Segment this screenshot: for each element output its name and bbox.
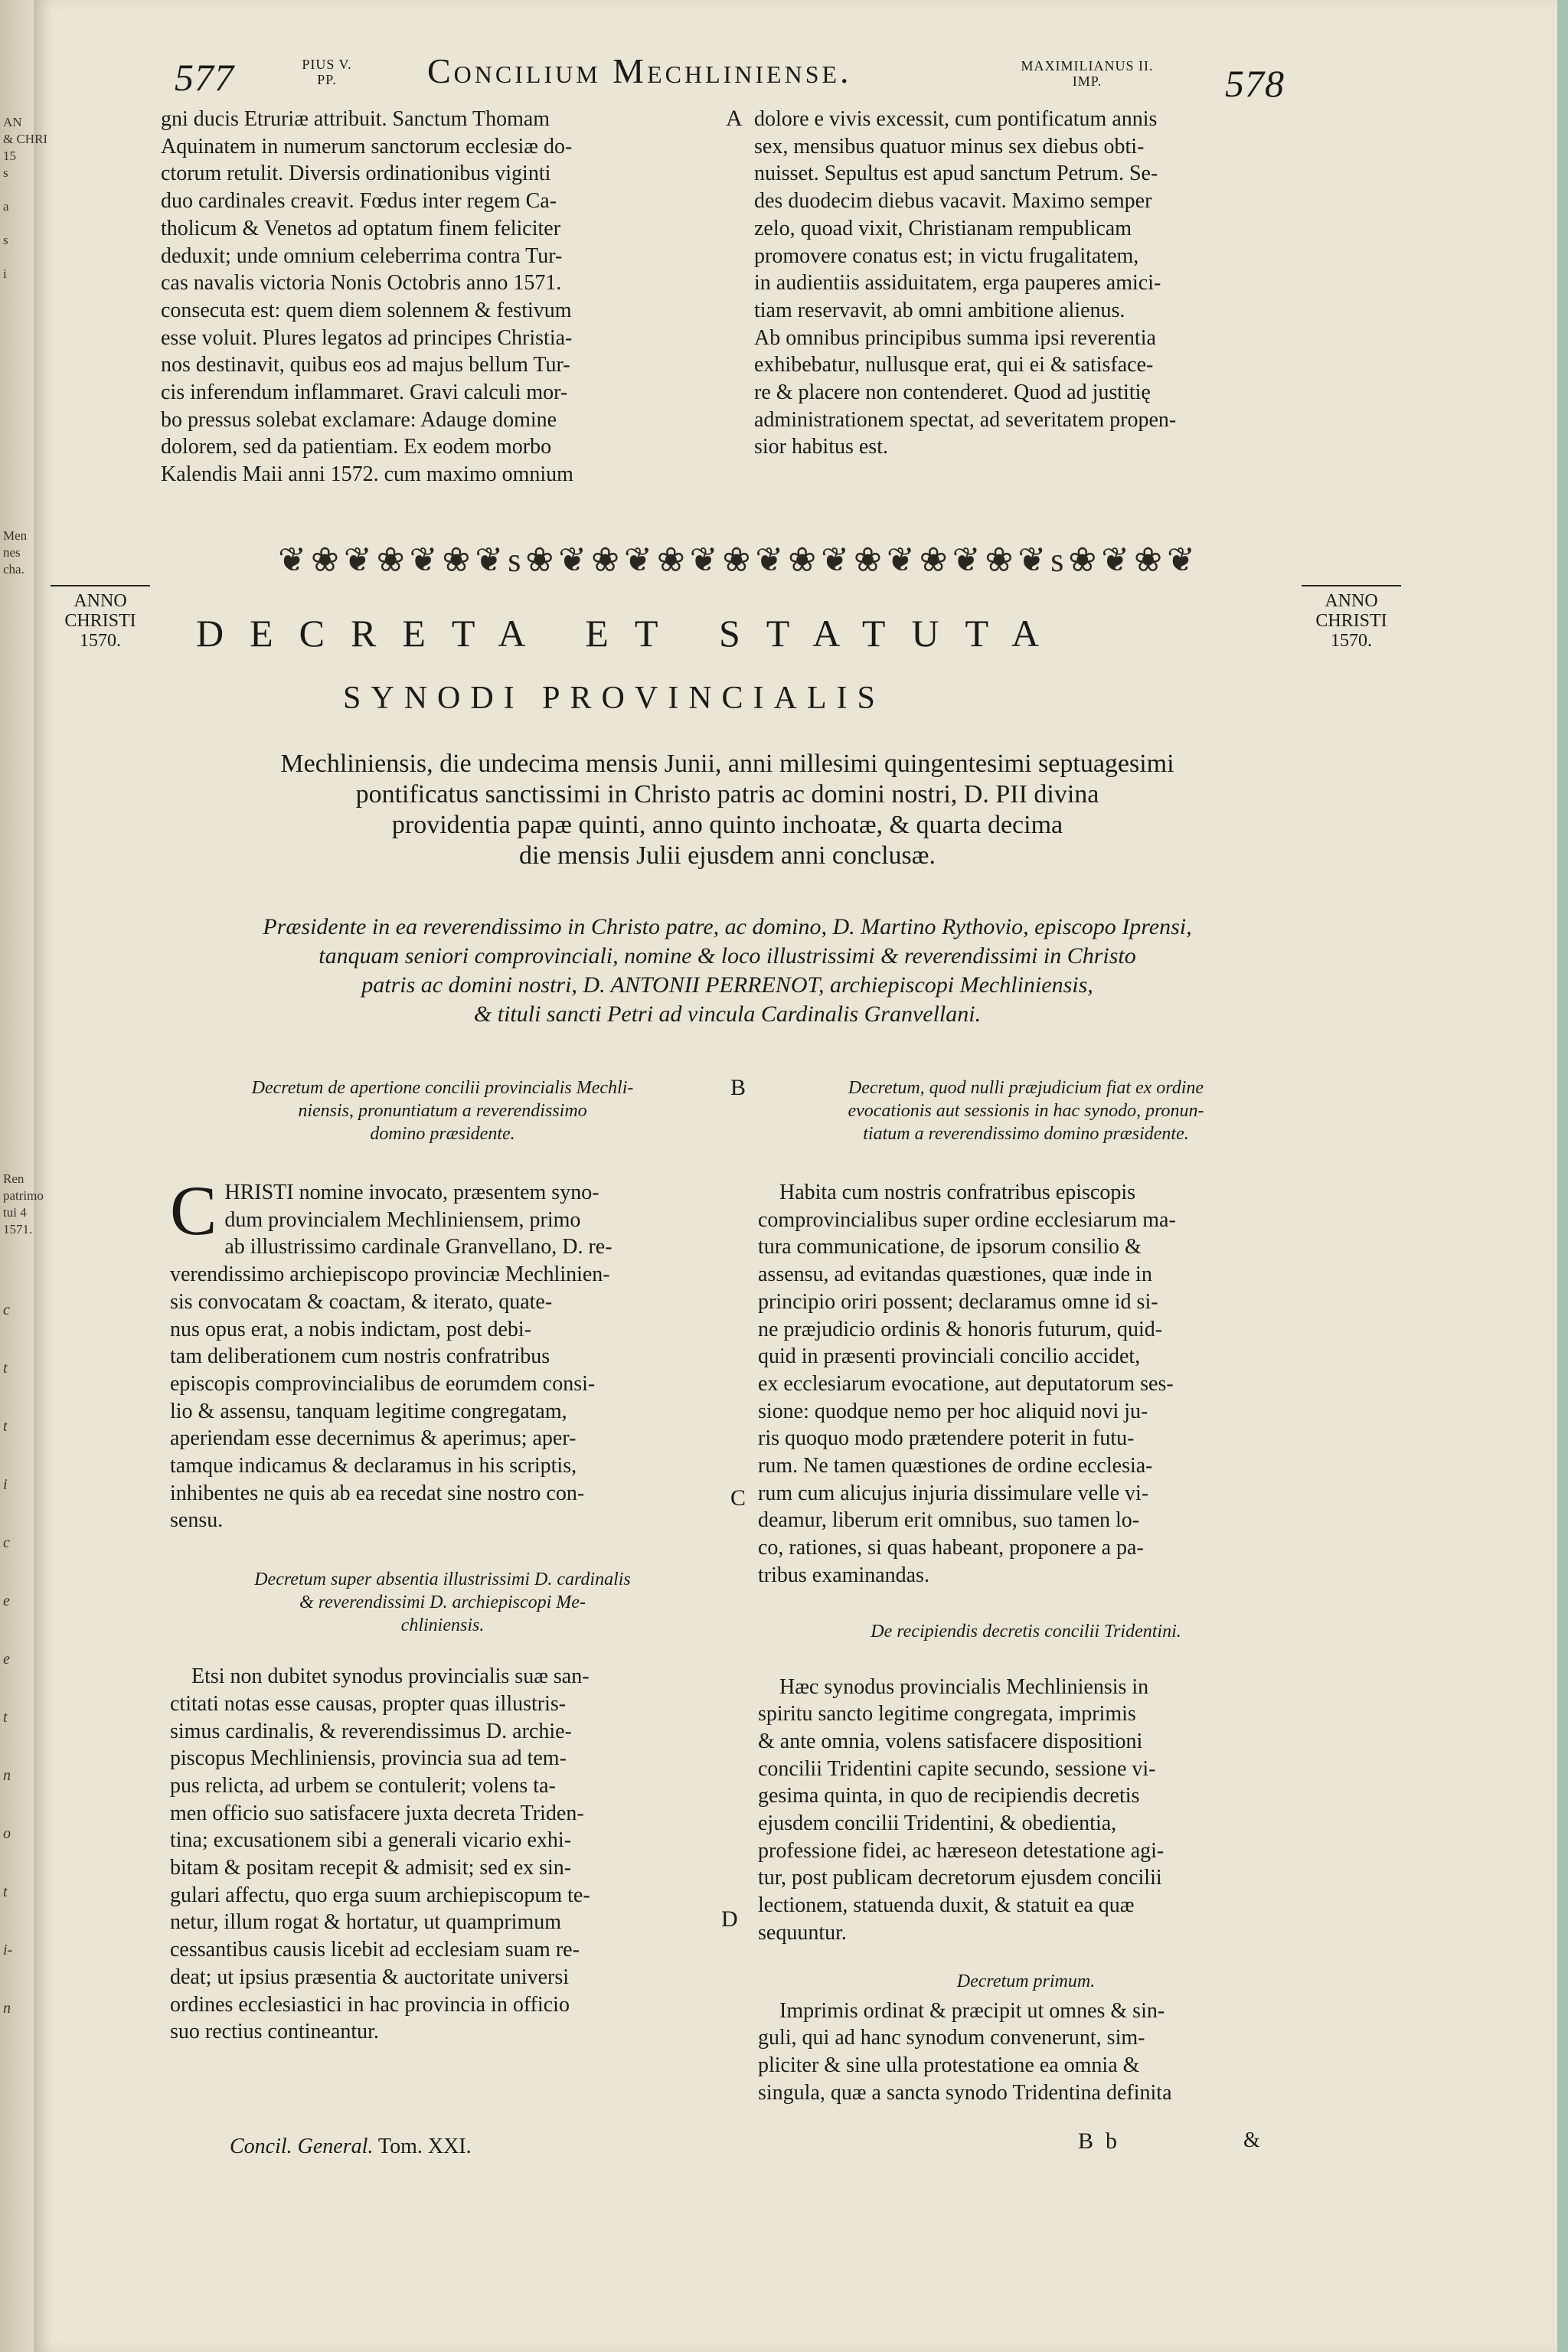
text-line: piscopus Mechliniensis, provincia sua ad tem-	[170, 1746, 567, 1771]
decree-3-body	[758, 1179, 1294, 1589]
catchword: &	[1243, 2128, 1260, 2152]
decree-title-line: domino præsidente.	[370, 1124, 515, 1144]
text-line: tholicum & Venetos ad optatum finem feliciter	[161, 216, 561, 240]
text-line: cas navalis victoria Nonis Octobris anno 1571.	[161, 271, 562, 296]
pope-title: PP.	[317, 72, 337, 87]
edge-fragment: a	[3, 199, 9, 214]
heading-synodi: SYNODI PROVINCIALIS	[343, 681, 885, 716]
presidency-line: Præsidente in ea reverendissimo in Christo patre, ac domino, D. Martino Rythovio, episcopo Iprensi,	[263, 914, 1192, 939]
text-line: sensu.	[170, 1508, 224, 1533]
text-line: assensu, ad evitandas quæstiones, quæ inde in	[758, 1263, 1152, 1287]
text-line: professione fidei, ac hæreseon detestatione agi-	[758, 1838, 1165, 1863]
edge-fragment: e	[3, 1592, 10, 1609]
decree-5-title: Decretum primum.	[956, 1971, 1096, 1991]
top-right-column	[754, 106, 1294, 461]
text-line: sex, mensibus quatuor minus sex diebus obti-	[754, 134, 1145, 158]
emperor-name: MAXIMILIANUS II.	[1021, 58, 1154, 74]
text-line: ordines ecclesiastici in hac provincia in officio	[170, 1992, 570, 2017]
text-line: tina; excusationem sibi a generali vicario exhi-	[170, 1828, 572, 1853]
text-line: in audientiis assiduitatem, erga pauperes amici-	[754, 271, 1161, 296]
edge-fragment: s	[3, 165, 8, 180]
text-line: ejusdem concilii Tridentini, & obedientia,	[758, 1811, 1117, 1836]
text-line: guli, qui ad hanc synodum convenerunt, sim-	[758, 2026, 1145, 2050]
text-line: Hæc synodus provincialis Mechliniensis in	[779, 1674, 1149, 1699]
text-line: promovere conatus est; in victu frugalitatem,	[754, 243, 1139, 268]
heading-line: die mensis Julii ejusdem anni conclusæ.	[519, 841, 936, 870]
text-line: tiam reservavit, ab omni ambitione alienus.	[754, 298, 1125, 322]
anno-word: ANNO	[74, 591, 127, 611]
footer-series: Concil. General.	[230, 2135, 374, 2158]
text-line: duo cardinales creavit. Fœdus inter regem Ca-	[161, 189, 557, 214]
edge-fragment: AN	[3, 115, 22, 129]
text-line: gulari affectu, quo erga suum archiepiscopum te-	[170, 1883, 590, 1907]
edge-fragment: Men	[3, 528, 28, 543]
edge-fragment: t	[3, 1709, 8, 1726]
edge-fragment: o	[3, 1825, 11, 1842]
text-line: tamque indicamus & declaramus in his scriptis,	[170, 1454, 577, 1478]
decree-1-body	[170, 1171, 715, 1534]
text-line: Imprimis ordinat & præcipit ut omnes & sin-	[779, 1998, 1165, 2023]
running-title: Concilium Mechliniense.	[427, 51, 852, 90]
edge-fragment: t	[3, 1883, 8, 1900]
edge-fragment: 15	[3, 149, 16, 163]
text-line: concilii Tridentini capite secundo, sessione vi-	[758, 1756, 1156, 1781]
text-line: deduxit; unde omnium celeberrima contra Tur-	[161, 243, 563, 268]
text-line: des duodecim diebus vacavit. Maximo semper	[754, 189, 1152, 214]
text-line: principio oriri possent; declaramus omne id si-	[758, 1289, 1158, 1314]
text-line: bo pressus solebat exclamare: Adauge domine	[161, 407, 557, 432]
heading-line: providentia papæ quinti, anno quinto inchoatæ, & quarta decima	[391, 811, 1063, 839]
pope-note	[285, 57, 369, 87]
text-line: aperiendam esse decernimus & aperimus; aper-	[170, 1426, 577, 1451]
edge-fragment: c	[3, 1534, 10, 1551]
text-line: lio & assensu, tanquam legitime congregatam,	[170, 1399, 567, 1423]
synod-description	[153, 749, 1302, 871]
christi-word: CHRISTI	[64, 611, 136, 631]
decree-title-line: niensis, pronuntiatum a reverendissimo	[298, 1101, 587, 1121]
decree-title-line: Decretum, quod nulli præjudicium fiat ex ordine	[848, 1078, 1204, 1098]
decree-title-line: tiatum a reverendissimo domino præsidente.	[863, 1124, 1189, 1144]
text-line: consecuta est: quem diem solennem & festivum	[161, 298, 572, 322]
text-line: singula, quæ a sancta synodo Tridentina definita	[758, 2080, 1172, 2105]
top-left-column	[161, 106, 724, 488]
text-line: netur, illum rogat & hortatur, ut quamprimum	[170, 1910, 561, 1935]
decree-2-title	[170, 1568, 715, 1637]
text-line: administrationem spectat, ad severitatem propen-	[754, 407, 1177, 432]
margin-marker-a: A	[726, 106, 743, 131]
text-line: simus cardinalis, & reverendissimus D. archie-	[170, 1719, 572, 1743]
text-line: verendissimo archiepiscopo provinciæ Mechlinien-	[170, 1263, 610, 1287]
text-line: sequuntur.	[758, 1920, 847, 1945]
decree-4-body	[758, 1674, 1294, 1947]
text-line: dolorem, sed da patientiam. Ex eodem morbo	[161, 435, 552, 459]
text-line: tura communicatione, de ipsorum consilio &	[758, 1235, 1142, 1259]
bottom-left-column	[170, 1076, 715, 2046]
text-line: cis inferendum inflammaret. Gravi calculi mor-	[161, 381, 568, 405]
text-line: rum cum alicujus injuria dissimulare velle vi-	[758, 1481, 1149, 1505]
edge-fragment: i	[3, 1476, 8, 1493]
edge-fragment: t	[3, 1360, 8, 1377]
emperor-note	[995, 58, 1179, 89]
text-line: tam deliberationem cum nostris confratribus	[170, 1344, 550, 1369]
text-line: zelo, quoad vixit, Christianam rempublicam	[754, 216, 1132, 240]
edge-fragment: 1571.	[3, 1222, 33, 1236]
text-line: HRISTI nomine invocato, præsentem syno-	[224, 1181, 599, 1204]
edge-fragment: s	[3, 233, 8, 247]
edge-fragment: Ren	[3, 1171, 24, 1186]
text-line: sis convocatam & coactam, & iterato, quate-	[170, 1289, 553, 1314]
text-line: Habita cum nostris confratribus episcopis	[779, 1181, 1136, 1204]
edge-fragment: nes	[3, 545, 21, 560]
text-line: inhibentes ne quis ab ea recedat sine nostro con-	[170, 1481, 585, 1505]
text-line: tribus examinandas.	[758, 1563, 929, 1587]
text-line: Aquinatem in numerum sanctorum ecclesiæ do-	[161, 134, 573, 158]
page-number-right: 578	[1225, 62, 1285, 105]
decree-title-line: chliniensis.	[400, 1615, 485, 1636]
decree-title-line: & reverendissimi D. archiepiscopi Me-	[299, 1592, 586, 1613]
text-line: Ab omnibus principibus summa ipsi reverentia	[754, 325, 1156, 350]
anno-christi-left	[51, 585, 150, 651]
anno-rule-right	[1302, 585, 1401, 586]
text-line: rum. Ne tamen quæstiones de ordine ecclesia-	[758, 1454, 1153, 1478]
text-line: lectionem, statuenda duxit, & statuit ea quæ	[758, 1893, 1135, 1918]
text-line: ctorum retulit. Diversis ordinationibus viginti	[161, 162, 551, 186]
edge-fragment: cha.	[3, 562, 24, 577]
margin-marker-b: B	[730, 1075, 746, 1100]
decree-title-line: Decretum super absentia illustrissimi D. cardinalis	[254, 1570, 631, 1590]
footer-volume: Tom. XXI.	[377, 2135, 472, 2158]
text-line: men officio suo satisfacere juxta decreta Triden-	[170, 1801, 584, 1825]
anno-year: 1570.	[1331, 631, 1372, 651]
text-line: spiritu sancto legitime congregata, imprimis	[758, 1702, 1136, 1726]
edge-fragment: n	[3, 1767, 11, 1784]
margin-marker-c: C	[730, 1485, 746, 1511]
text-line: tur, post publicam decretorum ejusdem concilii	[758, 1866, 1162, 1890]
pope-name: PIUS V.	[302, 57, 352, 72]
text-line: pus relicta, ad urbem se contulerit; volens ta-	[170, 1773, 556, 1798]
christi-word: CHRISTI	[1315, 611, 1387, 631]
decree-3-title	[758, 1076, 1294, 1145]
text-line: episcopis comprovincialibus de eorumdem consi-	[170, 1371, 596, 1396]
ornamental-band: ❦❀❦❀❦❀❦s❀❦❀❦❀❦❀❦❀❦❀❦❀❦❀❦s❀❦❀❦	[278, 541, 1200, 579]
bottom-right-column	[758, 1076, 1294, 2106]
heading-decreta: DECRETA ET STATUTA	[196, 612, 1066, 655]
page-number-left: 577	[175, 56, 234, 99]
text-line: suo rectius contineantur.	[170, 2020, 379, 2044]
heading-line: pontificatus sanctissimi in Christo patris ac domini nostri, D. PII divina	[355, 780, 1099, 808]
anno-year: 1570.	[80, 631, 121, 651]
text-line: pliciter & sine ulla protestatione ea omnia &	[758, 2053, 1140, 2077]
text-line: Etsi non dubitet synodus provincialis suæ san-	[191, 1664, 590, 1689]
margin-marker-d: D	[721, 1906, 738, 1932]
edge-fragment: i	[3, 266, 7, 281]
edge-fragment: e	[3, 1651, 10, 1668]
anno-word: ANNO	[1325, 591, 1378, 611]
text-line: dum provincialem Mechliniensem, primo	[224, 1207, 581, 1232]
emperor-title: IMP.	[1072, 74, 1102, 89]
text-line: cessantibus causis licebit ad ecclesiam suam re-	[170, 1938, 580, 1962]
text-line: quid in præsenti provinciali concilio accidet,	[758, 1344, 1141, 1369]
adjacent-page-edge	[0, 0, 48, 2352]
edge-fragment: n	[3, 2000, 11, 2017]
anno-christi-right	[1302, 585, 1401, 651]
presidency-line: & tituli sancti Petri ad vincula Cardinalis Granvellani.	[473, 1001, 982, 1027]
presidency-line: patris ac domini nostri, D. ANTONII PERRENOT, archiepiscopi Mechliniensis,	[361, 972, 1093, 998]
text-line: nos destinavit, quibus eos ad majus bellum Tur-	[161, 353, 570, 377]
edge-fragment: patrimo	[3, 1188, 44, 1203]
edge-fragment: i-	[3, 1942, 13, 1958]
edge-fragment: t	[3, 1418, 8, 1435]
anno-rule-left	[51, 585, 150, 586]
decree-5-body	[758, 1998, 1294, 2107]
text-line: & ante omnia, volens satisfacere dispositioni	[758, 1729, 1143, 1753]
text-line: Kalendis Maii anni 1572. cum maximo omnium	[161, 462, 573, 487]
decree-4-title: De recipiendis decretis concilii Tridentini.	[871, 1621, 1181, 1642]
presidency-line: tanquam seniori comprovinciali, nomine & loco illustrissimi & reverendissimi in Christo	[318, 943, 1136, 969]
text-line: ris quoquo modo prætendere poterit in futu-	[758, 1426, 1135, 1451]
heading-line: Mechliniensis, die undecima mensis Junii, anni millesimi quingentesimi septuagesimi	[280, 750, 1174, 778]
text-line: ne præjudicio ordinis & honoris futurum, quid-	[758, 1317, 1163, 1341]
edge-fragment: c	[3, 1302, 10, 1318]
decree-2-body	[170, 1663, 715, 2046]
text-line: re & placere non contenderet. Quod ad justitię	[754, 381, 1151, 405]
text-line: gesima quinta, in quo de recipiendis decretis	[758, 1784, 1140, 1808]
presidency-statement	[153, 913, 1302, 1029]
decree-1-lines	[170, 1171, 715, 1534]
text-line: dolore e vivis excessit, cum pontificatum annis	[754, 107, 1158, 131]
text-line: ab illustrissimo cardinale Granvellano, D. re-	[224, 1235, 612, 1259]
signature-mark: Bb	[1078, 2128, 1130, 2154]
footer-citation	[230, 2135, 472, 2159]
text-line: ex ecclesiarum evocatione, aut deputatorum ses-	[758, 1371, 1174, 1396]
decree-1-title	[170, 1076, 715, 1145]
text-line: comprovincialibus super ordine ecclesiarum ma-	[758, 1207, 1176, 1232]
decree-title-line: evocationis aut sessionis in hac synodo, pronun-	[848, 1101, 1204, 1121]
text-line: sior habitus est.	[754, 435, 888, 459]
decree-title-line: Decretum de apertione concilii provincialis Mechli-	[251, 1078, 634, 1098]
text-line: sione: quodque nemo per hoc aliquid novi ju-	[758, 1399, 1148, 1423]
text-line: gni ducis Etruriæ attribuit. Sanctum Thomam	[161, 107, 550, 131]
text-line: exhibebatur, nullusque erat, qui ei & satisface-	[754, 353, 1154, 377]
text-line: ctitati notas esse causas, propter quas illustris-	[170, 1691, 567, 1716]
text-line: esse voluit. Plures legatos ad principes Christia-	[161, 325, 573, 350]
drop-capital: C	[170, 1171, 217, 1250]
text-line: bitam & positam recepit & admisit; sed ex sin-	[170, 1856, 572, 1880]
edge-fragment: tui 4	[3, 1205, 27, 1220]
text-line: deamur, liberum erit omnibus, suo tamen lo-	[758, 1508, 1140, 1533]
text-line: co, rationes, si quas habeant, proponere a pa-	[758, 1536, 1144, 1560]
text-line: nuisset. Sepultus est apud sanctum Petrum. Se-	[754, 162, 1158, 186]
text-line: deat; ut ipsius præsentia & auctoritate universi	[170, 1965, 569, 1989]
edge-fragment: & CHRI	[3, 132, 48, 146]
text-line: nus opus erat, a nobis indictam, post debi-	[170, 1317, 532, 1341]
